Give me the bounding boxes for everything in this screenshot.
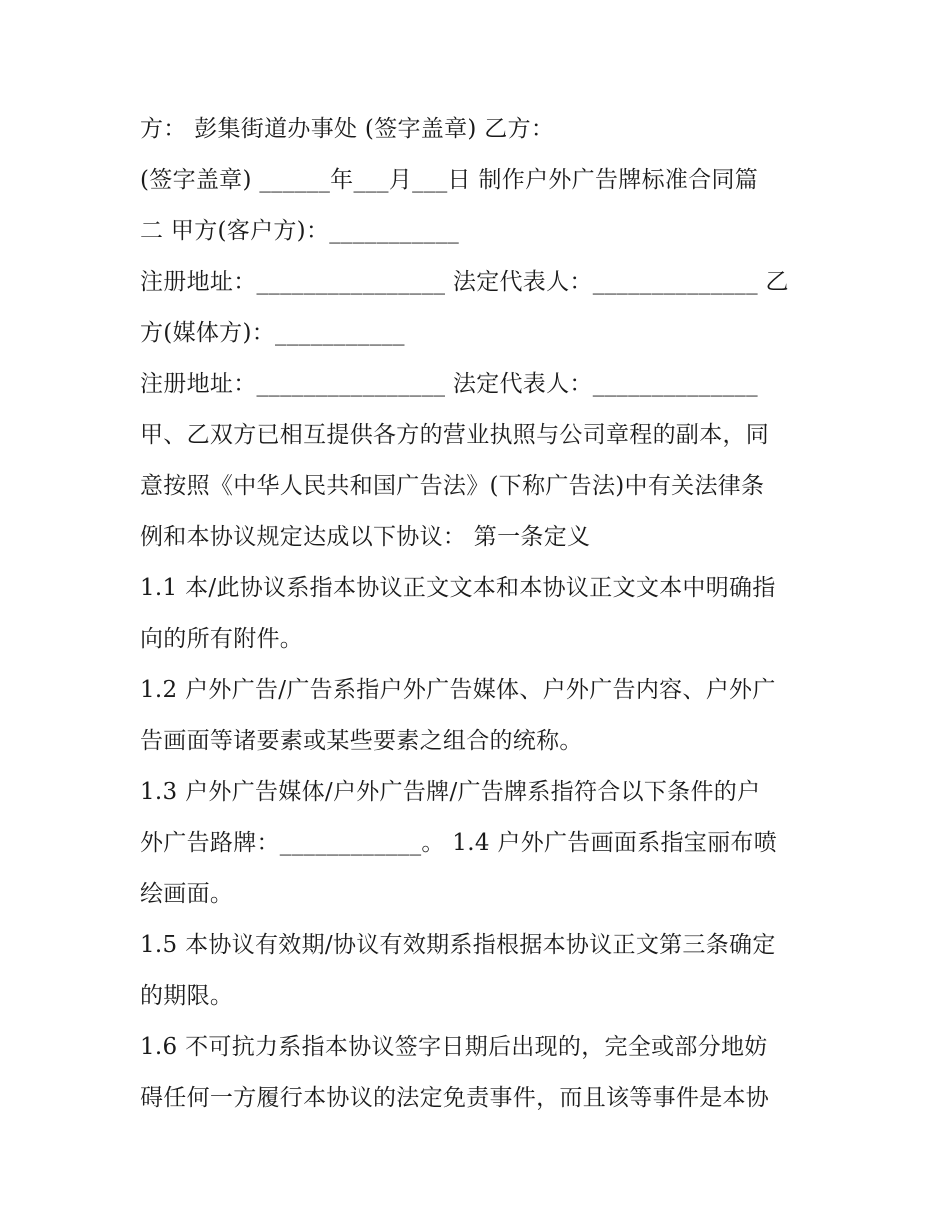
text-line: 向的所有附件。 [140, 626, 304, 652]
text-line: 1.3 户外广告媒体/户外广告牌/广告牌系指符合以下条件的户 [140, 779, 761, 805]
text-line: 甲、乙双方已相互提供各方的营业执照与公司章程的副本，同 [140, 422, 770, 448]
text-line: 方(媒体方)：___________ [140, 320, 405, 346]
text-line: 方： 彭集街道办事处 (签字盖章) 乙方： [140, 116, 555, 142]
text-line: (签字盖章) ______年___月___日 制作户外广告牌标准合同篇 [140, 167, 759, 193]
text-line: 注册地址：________________ 法定代表人：______________ [140, 371, 758, 397]
text-line: 例和本协议规定达成以下协议： 第一条定义 [140, 524, 591, 550]
text-line: 1.2 户外广告/广告系指户外广告媒体、户外广告内容、户外广 [140, 677, 776, 703]
text-line: 外广告路牌：____________。 1.4 户外广告画面系指宝丽布喷 [140, 830, 777, 856]
text-line: 1.5 本协议有效期/协议有效期系指根据本协议正文第三条确定 [140, 932, 776, 958]
text-line: 意按照《中华人民共和国广告法》(下称广告法)中有关法律条 [140, 473, 765, 499]
text-line: 碍任何一方履行本协议的法定免责事件，而且该等事件是本协 [140, 1085, 770, 1111]
text-line: 告画面等诸要素或某些要素之组合的统称。 [140, 728, 583, 754]
text-line: 注册地址：________________ 法定代表人：______________ 乙 [140, 269, 789, 295]
document-body [140, 104, 820, 1124]
text-line: 二 甲方(客户方)：___________ [140, 218, 460, 244]
text-line: 1.1 本/此协议系指本协议正文文本和本协议正文文本中明确指 [140, 575, 776, 601]
text-line: 1.6 不可抗力系指本协议签字日期后出现的，完全或部分地妨 [140, 1034, 768, 1060]
text-line: 绘画面。 [140, 881, 234, 907]
text-line: 的期限。 [140, 983, 234, 1009]
